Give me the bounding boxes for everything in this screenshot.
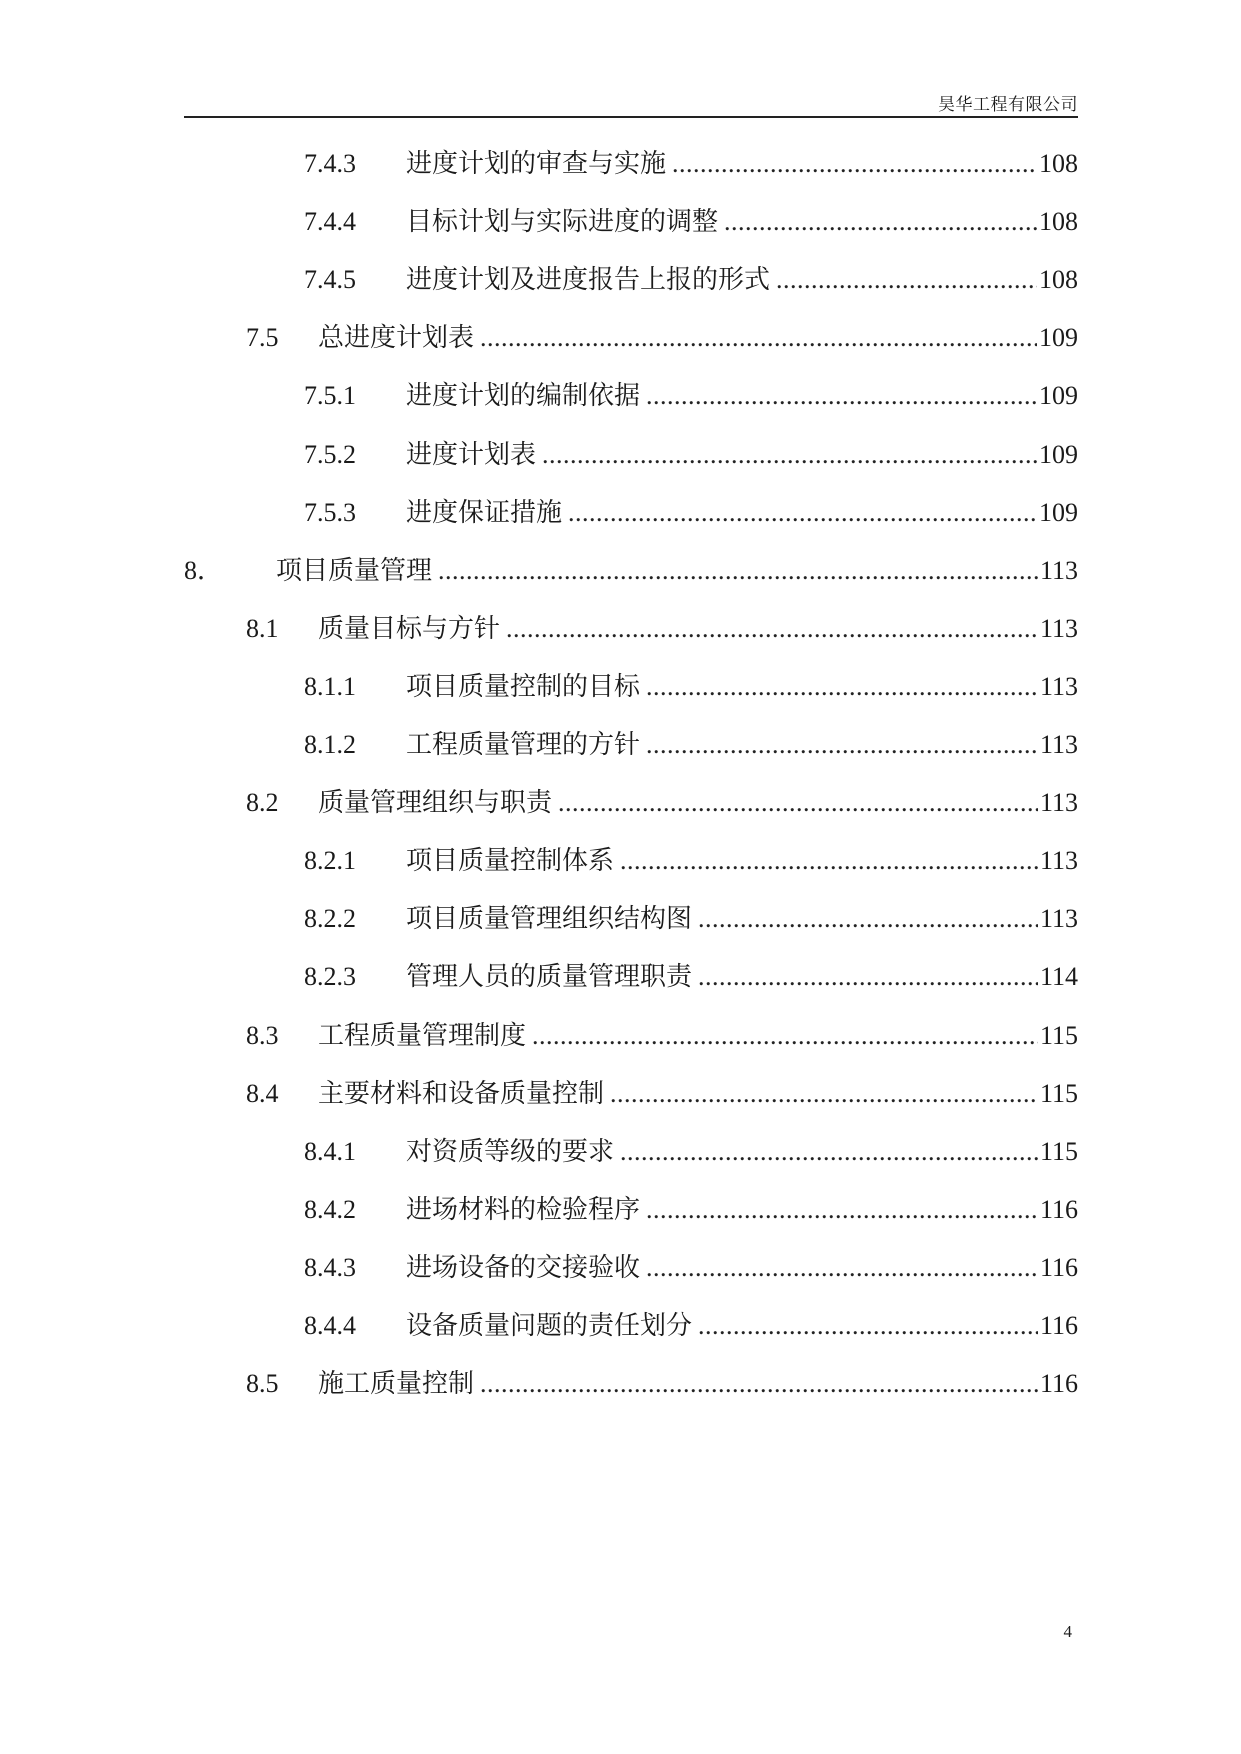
toc-entry[interactable] xyxy=(0,1246,1078,1290)
toc-entry[interactable] xyxy=(0,200,1078,244)
toc-entry-number: 7.4.5 xyxy=(304,265,356,294)
toc-entry-number: 7.4.4 xyxy=(304,207,356,236)
toc-entry-page: 116 xyxy=(1039,1311,1078,1340)
toc-entry-number: 7.4.3 xyxy=(304,149,356,178)
toc-dot-leader xyxy=(698,897,1038,941)
toc-entry[interactable] xyxy=(0,549,1078,593)
toc-entry-title: 进度计划表 xyxy=(406,433,542,477)
toc-entry[interactable] xyxy=(0,1072,1078,1116)
toc-entry-page: 108 xyxy=(1039,149,1078,178)
toc-entry-number: 8.4 xyxy=(246,1079,279,1108)
toc-entry-number: 8.2.2 xyxy=(304,904,356,933)
toc-entry-number: 8.4.1 xyxy=(304,1137,356,1166)
toc-entry-title: 总进度计划表 xyxy=(318,316,480,360)
toc-entry-title: 设备质量问题的责任划分 xyxy=(406,1304,698,1348)
toc-entry-page: 116 xyxy=(1039,1253,1078,1282)
toc-entry-title: 质量管理组织与职责 xyxy=(318,781,558,825)
toc-entry[interactable] xyxy=(0,374,1078,418)
toc-dot-leader xyxy=(480,316,1037,360)
toc-dot-leader xyxy=(698,1304,1038,1348)
toc-entry-page: 113 xyxy=(1039,904,1078,933)
toc-entry[interactable] xyxy=(0,955,1078,999)
toc-entry-number: 8.1.2 xyxy=(304,730,356,759)
toc-entry-number: 8.2.1 xyxy=(304,846,356,875)
toc-dot-leader xyxy=(532,1014,1038,1058)
toc-entry[interactable] xyxy=(0,897,1078,941)
toc-entry-title: 进场设备的交接验收 xyxy=(406,1246,646,1290)
toc-entry-page: 115 xyxy=(1039,1021,1078,1050)
toc-entry-title: 工程质量管理的方针 xyxy=(406,723,646,767)
toc-entry-number: 7.5.2 xyxy=(304,440,356,469)
toc-dot-leader xyxy=(568,491,1037,535)
toc-dot-leader xyxy=(776,258,1037,302)
toc-entry-title: 管理人员的质量管理职责 xyxy=(406,955,698,999)
toc-dot-leader xyxy=(672,142,1037,186)
toc-entry-page: 113 xyxy=(1039,556,1078,585)
toc-entry-page: 116 xyxy=(1039,1369,1078,1398)
toc-dot-leader xyxy=(506,607,1038,651)
toc-entry-title: 项目质量控制体系 xyxy=(406,839,620,883)
toc-entry-title: 施工质量控制 xyxy=(318,1362,480,1406)
toc-entry-number: 8.4.3 xyxy=(304,1253,356,1282)
toc-entry-number: 8.2 xyxy=(246,788,279,817)
toc-entry-title: 工程质量管理制度 xyxy=(318,1014,532,1058)
toc-entry-title: 进场材料的检验程序 xyxy=(406,1188,646,1232)
toc-dot-leader xyxy=(646,723,1038,767)
toc-entry-number: 7.5 xyxy=(246,323,279,352)
toc-entry-page: 109 xyxy=(1039,381,1078,410)
toc-entry[interactable] xyxy=(0,607,1078,651)
toc-entry-page: 108 xyxy=(1039,207,1078,236)
toc-dot-leader xyxy=(646,665,1038,709)
toc-entry-number: 7.5.3 xyxy=(304,498,356,527)
toc-entry[interactable] xyxy=(0,1014,1078,1058)
toc-entry-number: 8.1 xyxy=(246,614,279,643)
toc-entry-page: 113 xyxy=(1039,846,1078,875)
toc-entry[interactable] xyxy=(0,1304,1078,1348)
toc-dot-leader xyxy=(646,374,1037,418)
toc-entry-title: 进度计划的审查与实施 xyxy=(406,142,672,186)
toc-entry-page: 115 xyxy=(1039,1079,1078,1108)
toc-entry-page: 109 xyxy=(1039,440,1078,469)
toc-entry-title: 对资质等级的要求 xyxy=(406,1130,620,1174)
toc-entry-number: 8.1.1 xyxy=(304,672,356,701)
toc-entry[interactable] xyxy=(0,1188,1078,1232)
toc-entry-title: 项目质量管理组织结构图 xyxy=(406,897,698,941)
page-number: 4 xyxy=(1063,1622,1072,1641)
toc-entry-page: 113 xyxy=(1039,614,1078,643)
toc-dot-leader xyxy=(480,1362,1038,1406)
toc-entry-title: 主要材料和设备质量控制 xyxy=(318,1072,610,1116)
toc-entry-page: 114 xyxy=(1039,962,1078,991)
toc-entry-number: 8.3 xyxy=(246,1021,279,1050)
toc-entry-title: 进度计划的编制依据 xyxy=(406,374,646,418)
toc-entry-page: 113 xyxy=(1039,730,1078,759)
toc-entry[interactable] xyxy=(0,258,1078,302)
toc-entry-number: 8.5 xyxy=(246,1369,279,1398)
toc-dot-leader xyxy=(610,1072,1038,1116)
toc-entry-number: 8.4.2 xyxy=(304,1195,356,1224)
toc-entry-page: 109 xyxy=(1039,323,1078,352)
toc-entry[interactable] xyxy=(0,142,1078,186)
toc-entry-page: 108 xyxy=(1039,265,1078,294)
toc-entry-title: 项目质量管理 xyxy=(276,549,438,593)
toc-entry[interactable] xyxy=(0,433,1078,477)
toc-entry-number: 8.4.4 xyxy=(304,1311,356,1340)
toc-entry[interactable] xyxy=(0,839,1078,883)
toc-entry-number: 8． xyxy=(184,556,224,585)
toc-entry[interactable] xyxy=(0,781,1078,825)
toc-dot-leader xyxy=(646,1246,1038,1290)
toc-entry-page: 116 xyxy=(1039,1195,1078,1224)
toc-entry-title: 项目质量控制的目标 xyxy=(406,665,646,709)
toc-entry-page: 115 xyxy=(1039,1137,1078,1166)
toc-entry[interactable] xyxy=(0,665,1078,709)
toc-dot-leader xyxy=(558,781,1038,825)
toc-entry[interactable] xyxy=(0,1130,1078,1174)
toc-entry-number: 7.5.1 xyxy=(304,381,356,410)
toc-entry-title: 质量目标与方针 xyxy=(318,607,506,651)
toc-dot-leader xyxy=(646,1188,1038,1232)
toc-dot-leader xyxy=(620,1130,1038,1174)
toc-entry[interactable] xyxy=(0,723,1078,767)
toc-dot-leader xyxy=(724,200,1037,244)
header-company-name: 昊华工程有限公司 xyxy=(938,95,1078,115)
toc-entry-page: 113 xyxy=(1039,788,1078,817)
toc-dot-leader xyxy=(438,549,1038,593)
toc-entry-title: 目标计划与实际进度的调整 xyxy=(406,200,724,244)
toc-dot-leader xyxy=(542,433,1037,477)
toc-entry-title: 进度计划及进度报告上报的形式 xyxy=(406,258,776,302)
toc-entry-number: 8.2.3 xyxy=(304,962,356,991)
toc-entry-page: 113 xyxy=(1039,672,1078,701)
toc-entry[interactable] xyxy=(0,491,1078,535)
toc-entry[interactable] xyxy=(0,316,1078,360)
toc-entry-page: 109 xyxy=(1039,498,1078,527)
toc-dot-leader xyxy=(698,955,1038,999)
toc-entry[interactable] xyxy=(0,1362,1078,1406)
page-header xyxy=(184,84,1078,118)
toc-dot-leader xyxy=(620,839,1038,883)
toc-entry-title: 进度保证措施 xyxy=(406,491,568,535)
